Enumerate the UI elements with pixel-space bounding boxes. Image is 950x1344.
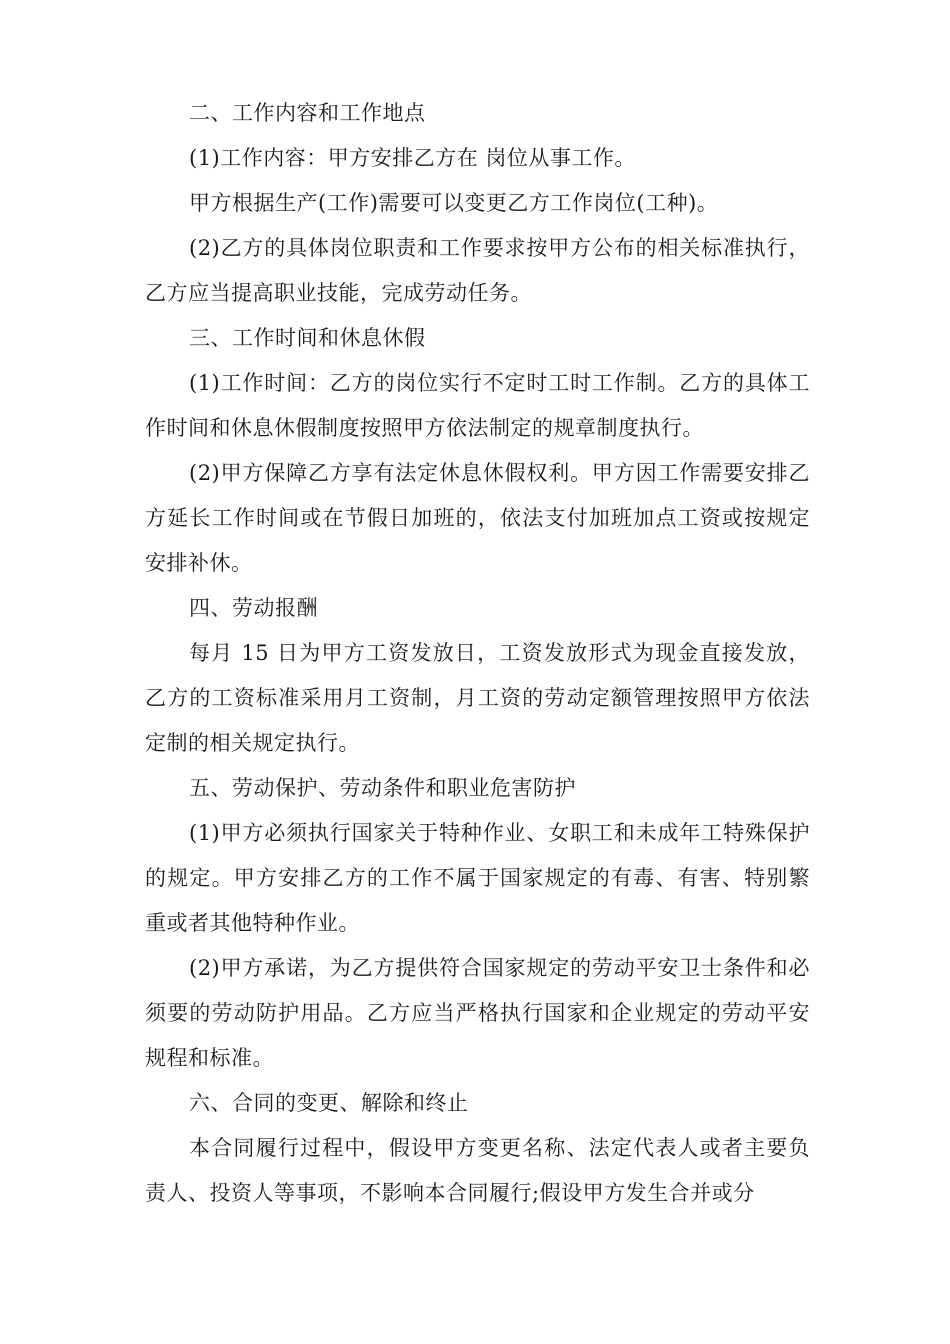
paragraph-work-content: (1)工作内容：甲方安排乙方在 岗位从事工作。 (189, 146, 636, 170)
document-body (145, 91, 810, 1216)
section-heading-6: 六、合同的变更、解除和终止 (189, 1091, 469, 1115)
paragraph-safety-equipment: (2)甲方承诺，为乙方提供符合国家规定的劳动平安卫士条件和必须要的劳动防护用品。乙方应当严格执行国家和企业规定的劳动平安规程和标准。 (145, 956, 810, 1070)
paragraph-contract-change: 本合同履行过程中，假设甲方变更名称、法定代表人或者主要负责人、投资人等事项，不影响本合同履行;假设甲方发生合并或分 (145, 1136, 810, 1205)
paragraph-rest-rights: (2)甲方保障乙方享有法定休息休假权利。甲方因工作需要安排乙方延长工作时间或在节假日加班的，依法支付加班加点工资或按规定安排补休。 (145, 461, 810, 575)
paragraph-work-time: (1)工作时间：乙方的岗位实行不定时工时工作制。乙方的具体工作时间和休息休假制度按照甲方依法制定的规章制度执行。 (145, 371, 810, 440)
section-heading-3: 三、工作时间和休息休假 (189, 326, 426, 350)
section-heading-2: 二、工作内容和工作地点 (189, 101, 426, 125)
section-heading-5: 五、劳动保护、劳动条件和职业危害防护 (189, 776, 576, 800)
paragraph-special-protection: (1)甲方必须执行国家关于特种作业、女职工和未成年工特殊保护的规定。甲方安排乙方的工作不属于国家规定的有毒、有害、特别繁重或者其他特种作业。 (145, 821, 810, 935)
section-heading-4: 四、劳动报酬 (189, 596, 318, 620)
paragraph-change-post: 甲方根据生产(工作)需要可以变更乙方工作岗位(工种)。 (189, 191, 719, 215)
paragraph-pay: 每月 15 日为甲方工资发放日，工资发放形式为现金直接发放，乙方的工资标准采用月工资制，月工资的劳动定额管理按照甲方依法定制的相关规定执行。 (145, 641, 810, 755)
paragraph-duties: (2)乙方的具体岗位职责和工作要求按甲方公布的相关标准执行，乙方应当提高职业技能，完成劳动任务。 (145, 236, 810, 305)
